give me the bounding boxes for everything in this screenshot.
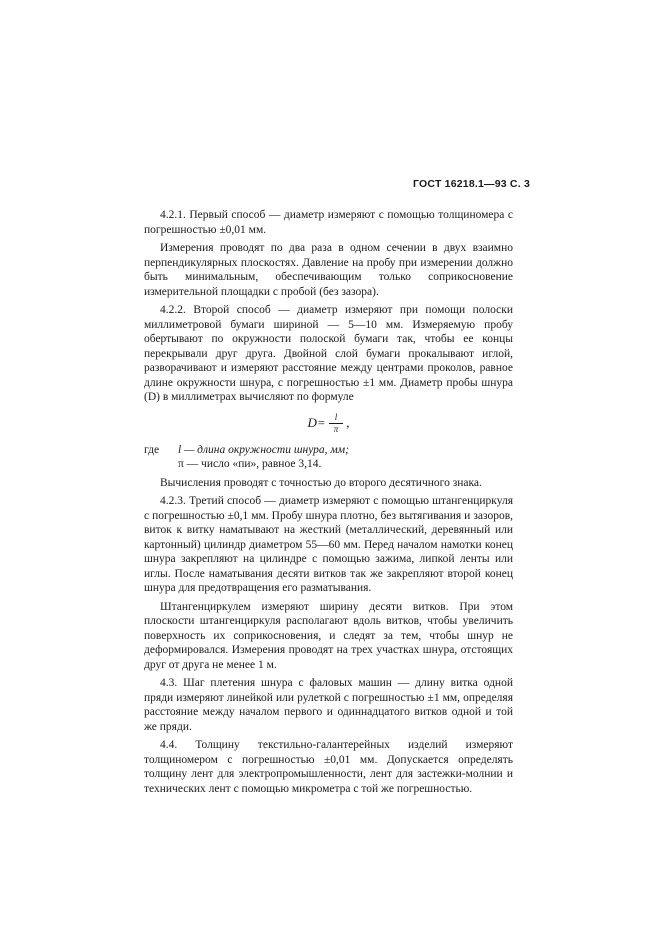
where-label: где xyxy=(144,443,160,456)
paragraph-4-2-3: 4.2.3. Третий способ — диаметр измеряют с помощью штангенциркуля с погрешностью ±0,1 мм. Пробу шнура плотно, без вытягивания и зазоров, виток к витку наматывают на жесткий (металлический, деревянный или картонный) цилиндр диаметром 55—60 мм. Перед началом намотки конец шнура закрепляют на цилиндре с помощью зажима, липкой ленты или иглы. После наматывания десяти витков так же закрепляют второй конец шнура для предотвращения его разматывания. xyxy=(144,495,513,594)
paragraph-measurement-conditions: Измерения проводят по два раза в одном сечении в двух взаимно перпендикулярных плоскостях. Давление на пробу при измерении должно быть минимальным, обеспечивающим только соприкосновение измерительной площадки с пробой (без зазора). xyxy=(144,242,513,298)
document-body xyxy=(144,208,513,800)
standard-code-header: ГОСТ 16218.1—93 С. 3 xyxy=(413,178,530,190)
legend-circumference: l — длина окружности шнура, мм; xyxy=(178,443,349,456)
formula-legend-line-1 xyxy=(144,443,513,458)
diameter-formula xyxy=(144,407,513,441)
formula-fraction xyxy=(328,412,345,435)
formula-trail: , xyxy=(346,415,350,431)
formula-denominator: π xyxy=(333,424,339,434)
paragraph-4-4: 4.4. Толщину текстильно-галантерейных изделий измеряют толщиномером с погрешностью ±0,01 мм. Допускается определять толщину лент для электропромышленности, лент для застежки-молнии и технических лент с помощью микрометра с той же погрешностью. xyxy=(144,739,513,795)
formula-lhs: D= xyxy=(307,415,326,431)
paragraph-caliper-measurement: Штангенциркулем измеряют ширину десяти витков. При этом плоскости штангенциркуля располагают вдоль витков, чтобы увеличить поверхность их соприкосновения, и следят за тем, чтобы шнур не деформировался. Измерения проводят на трех участках шнура, отстоящих друг от друга не менее 1 м. xyxy=(144,600,513,671)
formula-numerator: l xyxy=(329,412,344,424)
paragraph-calculation-accuracy: Вычисления проводят с точностью до второго десятичного знака. xyxy=(160,476,482,489)
paragraph-4-3: 4.3. Шаг плетения шнура с фаловых машин — длину витка одной пряди измеряют линейкой или рулеткой с погрешностью ±1 мм, определяя расстояние между началом первого и одиннадцатого витков одной и той же пряди. xyxy=(144,677,513,733)
paragraph-4-2-1: 4.2.1. Первый способ — диаметр измеряют с помощью толщиномера с погрешностью ±0,01 мм. xyxy=(144,209,513,236)
paragraph-4-2-2: 4.2.2. Второй способ — диаметр измеряют при помощи полоски миллиметровой бумаги шириной — 5—10 мм. Измеряемую пробу обертывают по окружности полоской бумаги так, чтобы ее концы перекрывали друг друга. Двойной слой бумаги прокалывают иглой, разворачивают и измеряют расстояние между центрами проколов, равное длине окружности шнура, с погрешностью ±1 мм. Диаметр пробы шнура (D) в миллиметрах вычисляют по формуле xyxy=(144,304,513,403)
legend-pi: π — число «пи», равное 3,14. xyxy=(178,458,322,470)
